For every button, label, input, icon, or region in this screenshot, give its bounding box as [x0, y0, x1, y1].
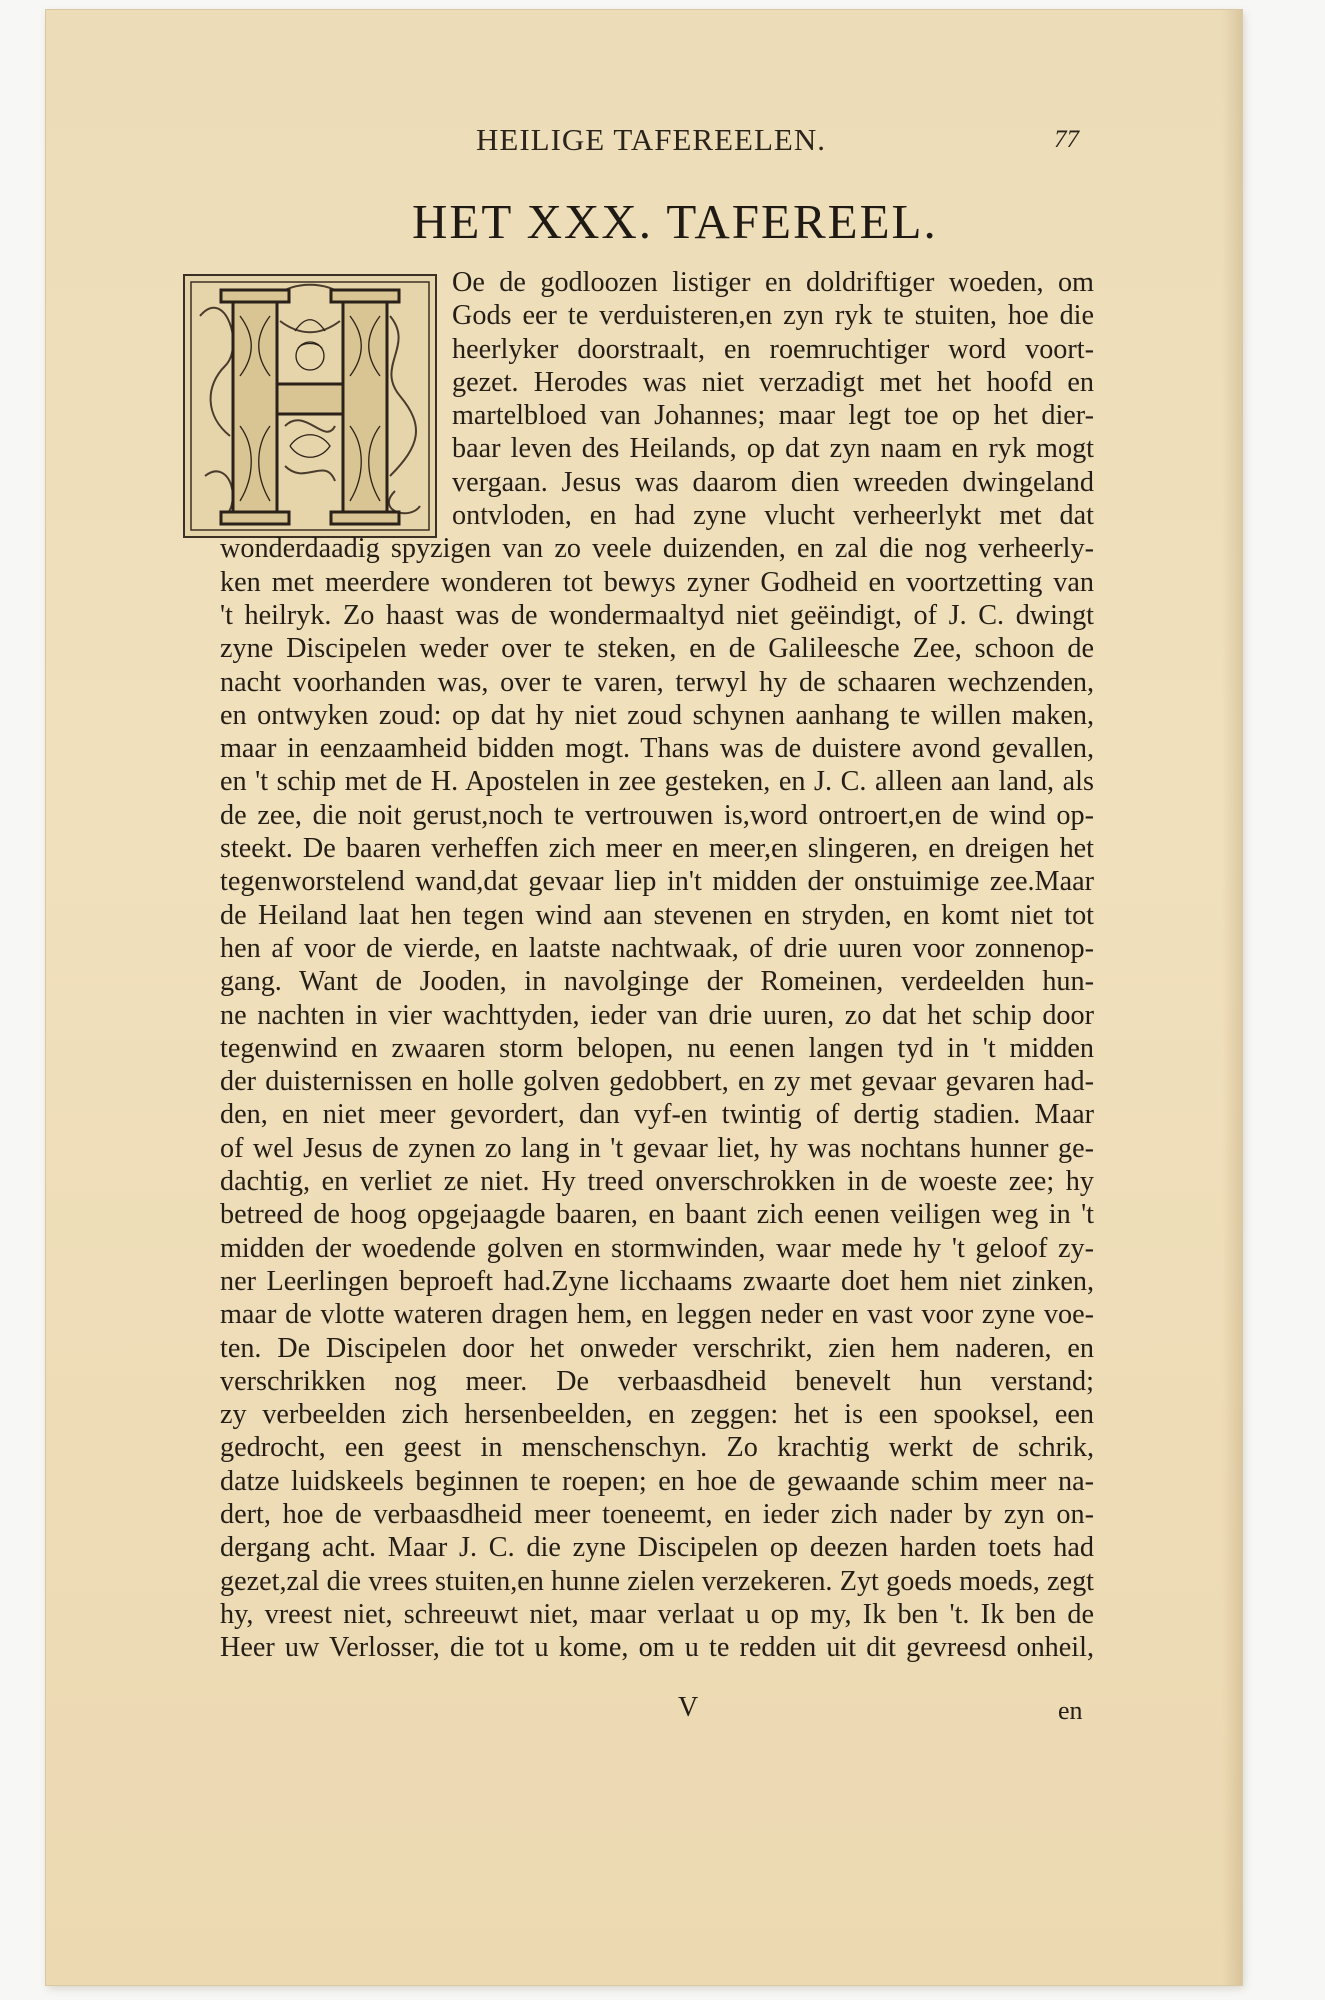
text-line: hen af voor de vierde, en laatste nachtwaak, of drie uuren voor zonnenop- — [220, 932, 1094, 964]
text-line: de Heiland laat hen tegen wind aan stevenen en stryden, en komt niet tot — [220, 899, 1094, 931]
text-line: den, en niet meer gevordert, dan vyf-en twintig of dertig stadien. Maar — [220, 1099, 1094, 1131]
text-line: datze luidskeels beginnen te roepen; en hoe de gewaande schim meer na- — [220, 1465, 1094, 1497]
text-line: ne nachten in vier wachttyden, ieder van drie uuren, zo dat het schip door — [220, 999, 1094, 1031]
text-line: zy verbeelden zich hersenbeelden, en zeggen: het is een spooksel, een — [220, 1399, 1094, 1431]
text-line: Gods eer te verduisteren,en zyn ryk te stuiten, hoe die — [452, 300, 1094, 332]
text-line: gezet,zal die vrees stuiten,en hunne zielen verzekeren. Zyt goeds moeds, zegt — [220, 1565, 1094, 1597]
text-line: Oe de godloozen listiger en doldriftiger woeden, om — [452, 267, 1094, 298]
text-line: heerlyker doorstraalt, en roemruchtiger word voort- — [452, 333, 1094, 365]
page-footer — [46, 1692, 1242, 1726]
text-line: dachtig, en verliet ze niet. Hy treed onverschrokken in de woeste zee; hy — [220, 1166, 1094, 1198]
text-line: maar de vlotte wateren dragen hem, en leggen neder en vast voor zyne voe- — [220, 1299, 1094, 1331]
chapter-title: HET XXX. TAFEREEL. — [412, 194, 938, 249]
text-line: martelbloed van Johannes; maar legt toe op het dier- — [452, 400, 1094, 432]
text-line: en ontwyken zoud: op dat hy niet zoud schynen aanhang te willen maken, — [220, 699, 1094, 731]
text-line: 't heilryk. Zo haast was de wondermaaltyd niet geëindigt, of J. C. dwingt — [220, 599, 1094, 631]
running-title: HEILIGE TAFEREELEN. — [476, 122, 826, 157]
text-line: betreed de hoog opgejaagde baaren, en baant zich eenen veiligen weg in 't — [220, 1199, 1094, 1231]
page-sheet — [46, 10, 1242, 1985]
page-number: 77 — [1054, 126, 1079, 153]
text-line: midden der woedende golven en stormwinden, waar mede hy 't geloof zy- — [220, 1232, 1094, 1264]
text-line: tegenwind en zwaaren storm belopen, nu eenen langen tyd in 't midden — [220, 1032, 1094, 1064]
text-line: gang. Want de Jooden, in navolginge der Romeinen, verdeelden hun- — [220, 966, 1094, 998]
text-line: gedrocht, een geest in menschenschyn. Zo krachtig werkt de schrik, — [220, 1432, 1094, 1464]
text-line: vergaan. Jesus was daarom dien wreeden dwingeland — [452, 466, 1094, 498]
text-line: maar in eenzaamheid bidden mogt. Thans was de duistere avond gevallen, — [220, 733, 1094, 765]
text-line: ten. De Discipelen door het onweder verschrikt, zien hem naderen, en — [220, 1332, 1094, 1364]
text-line: zyne Discipelen weder over te steken, en de Galileesche Zee, schoon de — [220, 633, 1094, 665]
text-line: gezet. Herodes was niet verzadigt met het hoofd en — [452, 366, 1094, 398]
text-line: ner Leerlingen beproeft had.Zyne licchaams zwaarte doet hem niet zinken, — [220, 1265, 1094, 1297]
text-line: nacht voorhanden was, over te varen, terwyl hy de schaaren wechzenden, — [220, 666, 1094, 698]
text-line: hy, vreest niet, schreeuwt niet, maar verlaat u op my, Ik ben 't. Ik ben de — [220, 1598, 1094, 1630]
text-line: verschrikken nog meer. De verbaasdheid benevelt hun verstand; — [220, 1365, 1094, 1397]
text-line: der duisternissen en holle golven gedobbert, en zy met gevaar gevaren had- — [220, 1066, 1094, 1098]
body-text — [220, 266, 1094, 1664]
text-line: dergang acht. Maar J. C. die zyne Discipelen op deezen harden toets had — [220, 1532, 1094, 1564]
text-line: tegenworstelend wand,dat gevaar liep in't midden der onstuimige zee.Maar — [220, 866, 1094, 898]
catchword: en — [1058, 1696, 1083, 1725]
text-line: de zee, die noit gerust,noch te vertrouwen is,word ontroert,en de wind op- — [220, 799, 1094, 831]
text-line: ken met meerdere wonderen tot bewys zyner Godheid en voortzetting van — [220, 566, 1094, 598]
text-line: baar leven des Heilands, op dat zyn naam en ryk mogt — [452, 433, 1094, 465]
text-line: dert, hoe de verbaasdheid meer toeneemt, en ieder zich nader by zyn on- — [220, 1498, 1094, 1530]
text-line: Heer uw Verlosser, die tot u kome, om u te redden uit dit gevreesd onheil, — [220, 1632, 1094, 1664]
text-line: en 't schip met de H. Apostelen in zee gesteken, en J. C. alleen aan land, als — [220, 766, 1094, 798]
text-line: of wel Jesus de zynen zo lang in 't gevaar liet, hy was nochtans hunner ge- — [220, 1132, 1094, 1164]
running-header — [46, 122, 1242, 162]
signature-mark: V — [678, 1692, 699, 1723]
text-line: ontvloden, en had zyne vlucht verheerlykt met dat — [452, 500, 1094, 532]
text-line: steekt. De baaren verheffen zich meer en meer,en slingeren, en dreigen het — [220, 833, 1094, 865]
text-line: wonderdaadig spyzigen van zo veele duizenden, en zal die nog verheerly- — [220, 533, 1094, 565]
